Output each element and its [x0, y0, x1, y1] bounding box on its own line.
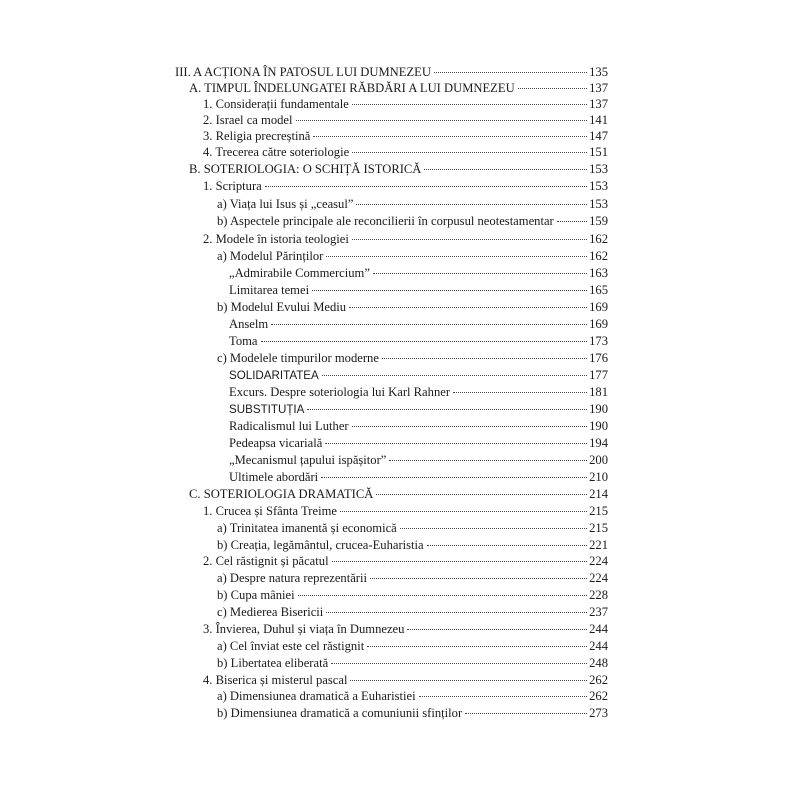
- toc-entry-page: 163: [589, 266, 608, 280]
- dot-leader: [419, 696, 587, 697]
- dot-leader: [373, 273, 587, 274]
- dot-leader: [313, 136, 587, 137]
- toc-entry-page: 194: [589, 436, 608, 450]
- toc-entry: [189, 80, 608, 96]
- dot-leader: [370, 578, 587, 579]
- toc-entry-page: 244: [589, 622, 608, 636]
- dot-leader: [518, 88, 587, 89]
- dot-leader: [434, 72, 587, 73]
- dot-leader: [389, 460, 587, 461]
- toc-entry-title: b) Creația, legământul, crucea-Euharistia: [217, 538, 424, 552]
- toc-entry: [229, 401, 608, 417]
- toc-entry: [203, 144, 608, 160]
- dot-leader: [382, 358, 587, 359]
- dot-leader: [376, 494, 587, 495]
- toc-entry-page: 135: [589, 65, 608, 79]
- toc-entry-title: c) Medierea Bisericii: [217, 605, 324, 619]
- toc-entry-title: Excurs. Despre soteriologia lui Karl Rahner: [229, 385, 451, 399]
- dot-leader: [296, 120, 588, 121]
- toc-entry-page: 237: [589, 605, 608, 619]
- dot-leader: [321, 477, 587, 478]
- toc-entry: [217, 213, 608, 229]
- toc-entry-page: 224: [589, 554, 608, 568]
- toc-entry-title: a) Despre natura reprezentării: [217, 571, 367, 585]
- toc-entry-page: 248: [589, 656, 608, 670]
- toc-entry-page: 244: [589, 639, 608, 653]
- dot-leader: [352, 239, 587, 240]
- toc-entry-page: 153: [589, 179, 608, 193]
- toc-entry: [217, 520, 608, 536]
- toc-entry-title: Ultimele abordări: [229, 470, 319, 484]
- toc-entry: [217, 655, 608, 671]
- dot-leader: [349, 307, 587, 308]
- toc-entry-page: 273: [589, 706, 608, 720]
- toc-entry-page: 141: [589, 113, 608, 127]
- toc-entry: [217, 570, 608, 586]
- toc-entry-title: b) Libertatea eliberată: [217, 656, 329, 670]
- toc-entry: [229, 469, 608, 485]
- toc-entry-page: 228: [589, 588, 608, 602]
- toc-entry-title: a) Modelul Părinților: [217, 249, 324, 263]
- toc-entry-page: 162: [589, 249, 608, 263]
- toc-entry-page: 190: [589, 402, 608, 416]
- toc-entry-title: 3. Religia precreștină: [203, 129, 311, 143]
- toc-entry-title: 3. Învierea, Duhul și viața în Dumnezeu: [203, 622, 405, 636]
- dot-leader: [453, 392, 587, 393]
- toc-entry-page: 210: [589, 470, 608, 484]
- toc-entry: [229, 384, 608, 400]
- dot-leader: [261, 341, 588, 342]
- toc-entry-title: 4. Biserica și misterul pascal: [203, 673, 348, 687]
- toc-entry-title: A. TIMPUL ÎNDELUNGATEI RĂBDĂRI A LUI DUMNEZEU: [189, 81, 515, 95]
- toc-entry-page: 169: [589, 300, 608, 314]
- toc-entry: [217, 537, 608, 553]
- toc-entry-title: a) Trinitatea imanentă și economică: [217, 521, 397, 535]
- toc-entry-title: b) Dimensiunea dramatică a comuniunii sfinților: [217, 706, 463, 720]
- dot-leader: [326, 256, 587, 257]
- toc-entry: [203, 553, 608, 569]
- toc-entry: [229, 316, 608, 332]
- dot-leader: [407, 629, 587, 630]
- toc-entry-title: 2. Israel ca model: [203, 113, 293, 127]
- toc-entry-title: 1. Scriptura: [203, 179, 262, 193]
- toc-entry: [217, 604, 608, 620]
- dot-leader: [322, 375, 587, 376]
- toc-entry-page: 176: [589, 351, 608, 365]
- toc-entry: [175, 64, 608, 80]
- toc-entry: [229, 435, 608, 451]
- toc-entry: [229, 282, 608, 298]
- toc-entry: [217, 688, 608, 704]
- dot-leader: [325, 443, 587, 444]
- toc-entry-page: 215: [589, 504, 608, 518]
- toc-entry-title: „Admirabile Commercium”: [229, 266, 370, 280]
- toc-entry-page: 181: [589, 385, 608, 399]
- toc-entry-title: c) Modelele timpurilor moderne: [217, 351, 379, 365]
- dot-leader: [331, 663, 587, 664]
- dot-leader: [427, 545, 587, 546]
- toc-entry: [217, 196, 608, 212]
- toc-entry: [189, 486, 608, 502]
- toc-entry-page: 162: [589, 232, 608, 246]
- toc-entry: [229, 333, 608, 349]
- toc-entry: [203, 96, 608, 112]
- toc-entry-title: SOLIDARITATEA: [229, 369, 319, 382]
- toc-entry-title: Pedeapsa vicarială: [229, 436, 323, 450]
- toc-entry-page: 200: [589, 453, 608, 467]
- toc-entry: [203, 672, 608, 688]
- toc-entry-title: 2. Cel răstignit și păcatul: [203, 554, 329, 568]
- dot-leader: [265, 186, 587, 187]
- toc-entry: [217, 638, 608, 654]
- toc-entry-page: 151: [589, 145, 608, 159]
- toc-entry: [229, 452, 608, 468]
- dot-leader: [356, 204, 587, 205]
- toc-entry-title: 2. Modele în istoria teologiei: [203, 232, 349, 246]
- toc-entry: [217, 350, 608, 366]
- dot-leader: [332, 561, 588, 562]
- toc-entry-page: 262: [589, 689, 608, 703]
- toc-entry-title: „Mecanismul țapului ispășitor”: [229, 453, 387, 467]
- toc-entry-page: 190: [589, 419, 608, 433]
- dot-leader: [367, 646, 587, 647]
- toc-entry: [217, 587, 608, 603]
- toc-entry: [229, 367, 608, 383]
- dot-leader: [298, 595, 587, 596]
- toc-entry: [203, 128, 608, 144]
- toc-entry-page: 221: [589, 538, 608, 552]
- toc-entry-title: III. A ACȚIONA ÎN PATOSUL LUI DUMNEZEU: [175, 65, 431, 79]
- toc-entry: [203, 231, 608, 247]
- toc-entry-title: 1. Considerații fundamentale: [203, 97, 349, 111]
- toc-entry-page: 169: [589, 317, 608, 331]
- toc-entry-title: Toma: [229, 334, 258, 348]
- toc-entry: [217, 705, 608, 721]
- dot-leader: [352, 152, 587, 153]
- dot-leader: [350, 680, 587, 681]
- dot-leader: [326, 612, 587, 613]
- toc-entry: [203, 503, 608, 519]
- toc-entry-title: Radicalismul lui Luther: [229, 419, 349, 433]
- toc-entry-page: 215: [589, 521, 608, 535]
- dot-leader: [352, 104, 587, 105]
- dot-leader: [307, 409, 587, 410]
- toc-entry-title: b) Modelul Evului Mediu: [217, 300, 347, 314]
- toc-entry-page: 137: [589, 97, 608, 111]
- dot-leader: [400, 528, 587, 529]
- toc-entry-title: b) Cupa mâniei: [217, 588, 295, 602]
- toc-entry-title: B. SOTERIOLOGIA: O SCHIȚĂ ISTORICĂ: [189, 162, 422, 176]
- dot-leader: [465, 713, 587, 714]
- toc-entry-page: 153: [589, 197, 608, 211]
- toc-entry: [203, 178, 608, 194]
- toc-entry: [217, 248, 608, 264]
- dot-leader: [340, 511, 587, 512]
- toc-entry: [203, 112, 608, 128]
- toc-entry-title: a) Viața lui Isus și „ceasul”: [217, 197, 354, 211]
- dot-leader: [352, 426, 587, 427]
- toc-entry-title: a) Cel înviat este cel răstignit: [217, 639, 365, 653]
- toc-entry: [229, 265, 608, 281]
- toc-entry-title: b) Aspectele principale ale reconcilierii în corpusul neotestamentar: [217, 214, 554, 228]
- toc-entry: [189, 161, 608, 177]
- toc-entry-page: 137: [589, 81, 608, 95]
- toc-entry: [217, 299, 608, 315]
- toc-entry-page: 262: [589, 673, 608, 687]
- toc-entry-title: a) Dimensiunea dramatică a Euharistiei: [217, 689, 416, 703]
- toc-entry-page: 177: [589, 368, 608, 382]
- toc-entry-page: 214: [589, 487, 608, 501]
- toc-entry: [203, 621, 608, 637]
- toc-entry-page: 165: [589, 283, 608, 297]
- dot-leader: [557, 221, 587, 222]
- toc-entry-page: 147: [589, 129, 608, 143]
- toc-entry-page: 173: [589, 334, 608, 348]
- toc-entry-page: 159: [589, 214, 608, 228]
- toc-entry-page: 224: [589, 571, 608, 585]
- toc-entry-title: SUBSTITUȚIA: [229, 403, 305, 416]
- dot-leader: [312, 290, 587, 291]
- dot-leader: [271, 324, 587, 325]
- toc-entry: [229, 418, 608, 434]
- toc-entry-title: 4. Trecerea către soteriologie: [203, 145, 350, 159]
- dot-leader: [424, 169, 587, 170]
- toc-entry-title: C. SOTERIOLOGIA DRAMATICĂ: [189, 487, 374, 501]
- toc-entry-title: Anselm: [229, 317, 269, 331]
- toc-entry-title: 1. Crucea și Sfânta Treime: [203, 504, 337, 518]
- toc-entry-page: 153: [589, 162, 608, 176]
- toc-entry-title: Limitarea temei: [229, 283, 310, 297]
